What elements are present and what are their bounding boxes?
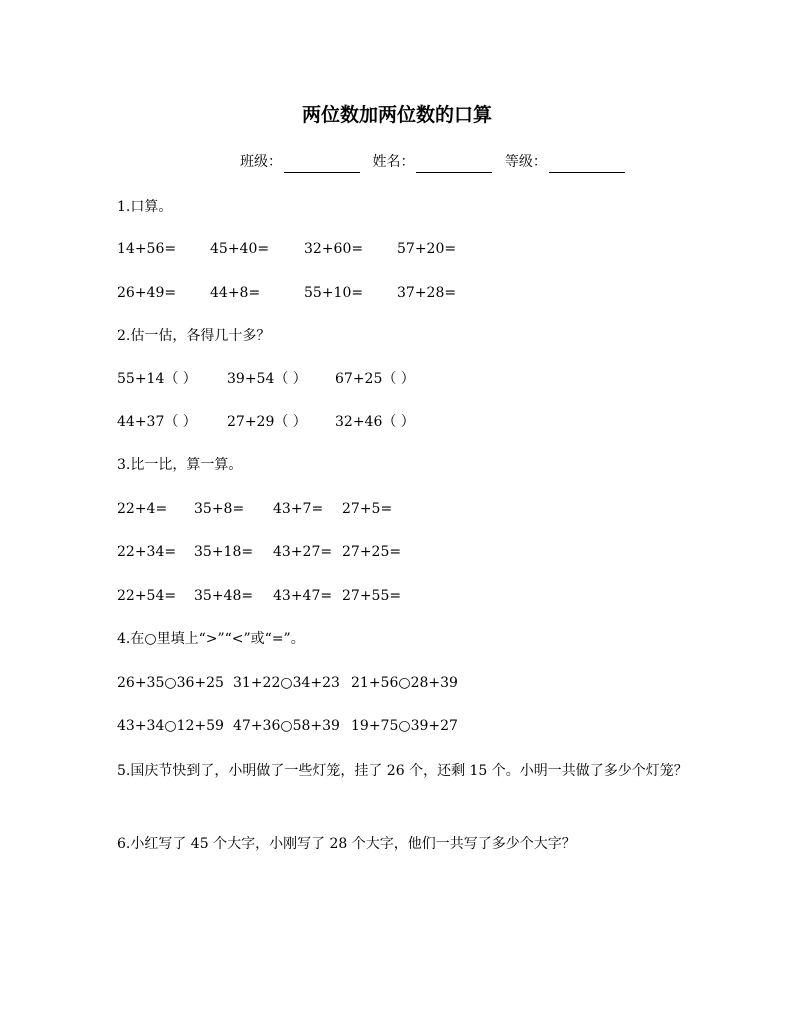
page-title: 两位数加两位数的口算	[301, 104, 492, 126]
exercise-item: 35+8=	[194, 501, 245, 517]
compare-item: 19+75○39+27	[351, 718, 458, 734]
section-4-row-1	[117, 673, 717, 693]
estimate-item: 44+37（ ）	[117, 414, 197, 430]
grade-field	[505, 151, 625, 173]
section-4-row-2	[117, 716, 717, 736]
exercise-item: 27+5=	[342, 501, 393, 517]
section-3-row-1	[117, 499, 717, 519]
estimate-item: 39+54（ ）	[227, 371, 307, 387]
exercise-item: 26+49=	[117, 285, 177, 301]
exercise-item: 55+10=	[304, 285, 364, 301]
exercise-item: 27+25=	[342, 544, 402, 560]
exercise-item: 37+28=	[397, 285, 457, 301]
class-field	[240, 151, 360, 173]
section-3-heading: 3.比一比，算一算。	[117, 457, 243, 473]
section-6-problem: 6.小红写了 45 个大字，小刚写了 28 个大字，他们一共写了多少个大字？	[117, 836, 576, 852]
exercise-item: 32+60=	[304, 241, 364, 257]
name-blank	[416, 156, 492, 173]
section-2-heading: 2.估一估，各得几十多？	[117, 328, 271, 344]
exercise-item: 44+8=	[210, 285, 261, 301]
section-4-heading: 4.在○里填上“>”“<”或“=”。	[117, 631, 305, 647]
exercise-item: 35+18=	[194, 544, 254, 560]
compare-item: 31+22○34+23	[233, 675, 340, 691]
exercise-item: 43+27=	[273, 544, 333, 560]
exercise-item: 22+34=	[117, 544, 177, 560]
section-3-row-2	[117, 542, 717, 562]
name-field	[372, 151, 492, 173]
exercise-item: 43+7=	[273, 501, 324, 517]
exercise-item: 27+55=	[342, 588, 402, 604]
section-1-heading: 1.口算。	[117, 199, 173, 215]
section-5-problem: 5.国庆节快到了，小明做了一些灯笼，挂了 26 个，还剩 15 个。小明一共做了多少个灯笼？	[117, 763, 688, 779]
estimate-item: 67+25（ ）	[335, 371, 415, 387]
exercise-item: 57+20=	[397, 241, 457, 257]
compare-item: 47+36○58+39	[233, 718, 340, 734]
exercise-item: 22+4=	[117, 501, 168, 517]
section-2-row-1	[117, 369, 717, 389]
student-info-row	[240, 151, 633, 173]
name-label: 姓名：	[372, 154, 415, 170]
exercise-item: 35+48=	[194, 588, 254, 604]
grade-blank	[549, 156, 625, 173]
estimate-item: 27+29（ ）	[227, 414, 307, 430]
grade-label: 等级：	[504, 154, 547, 170]
exercise-item: 45+40=	[210, 241, 270, 257]
exercise-item: 14+56=	[117, 241, 177, 257]
compare-item: 26+35○36+25	[117, 675, 224, 691]
compare-item: 21+56○28+39	[351, 675, 458, 691]
section-1-row-2	[117, 283, 717, 303]
estimate-item: 55+14（ ）	[117, 371, 197, 387]
exercise-item: 43+47=	[273, 588, 333, 604]
section-3-row-3	[117, 586, 717, 606]
section-1-row-1	[117, 239, 717, 259]
class-blank	[284, 156, 360, 173]
compare-item: 43+34○12+59	[117, 718, 224, 734]
exercise-item: 22+54=	[117, 588, 177, 604]
estimate-item: 32+46（ ）	[335, 414, 415, 430]
section-2-row-2	[117, 412, 717, 432]
class-label: 班级：	[240, 154, 282, 170]
